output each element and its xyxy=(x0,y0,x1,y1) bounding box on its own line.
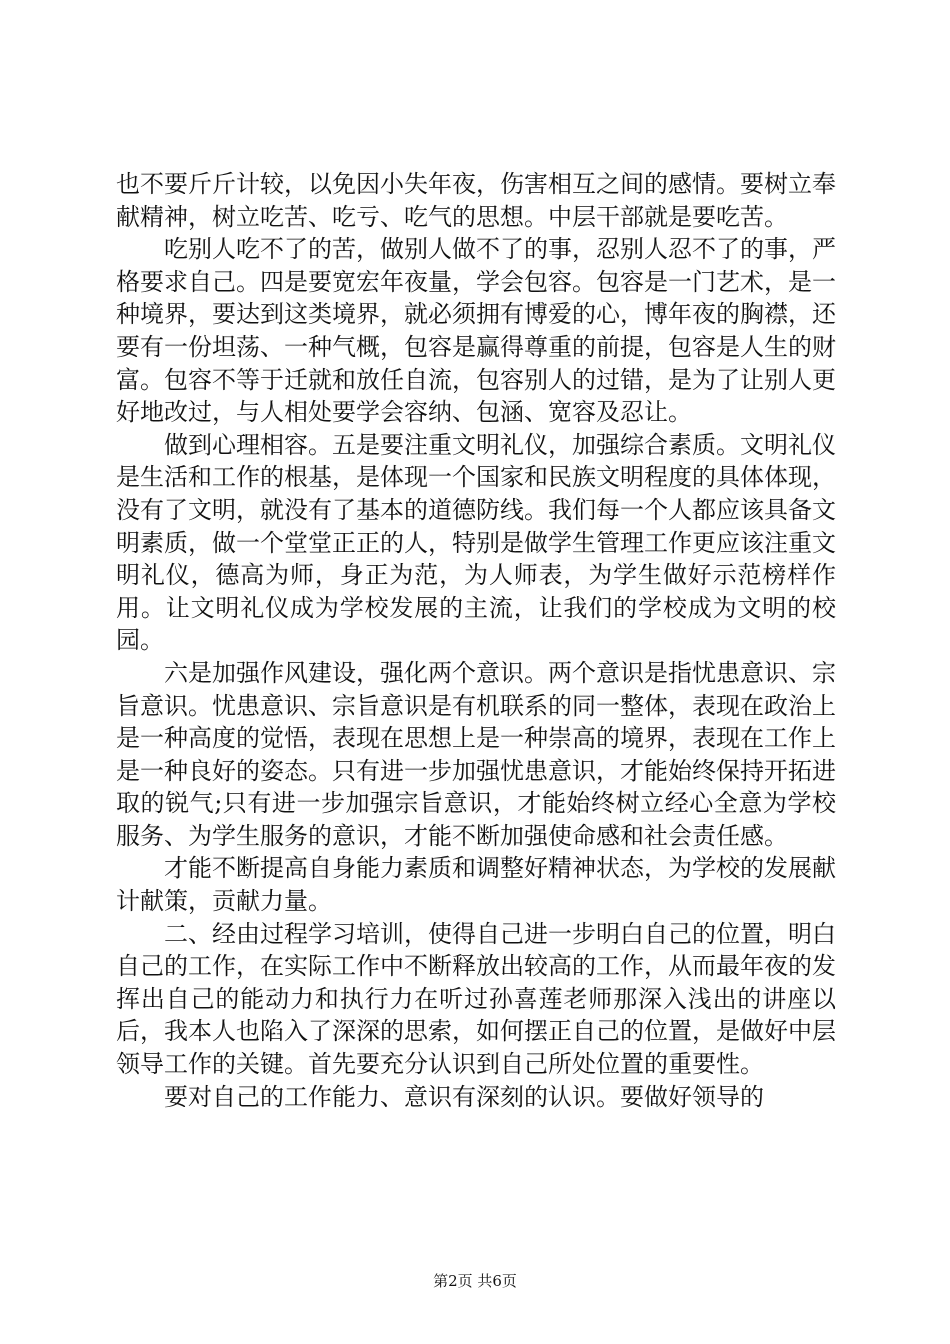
paragraph-6: 二、经由过程学习培训，使得自己进一步明白自己的位置，明白自己的工作，在实际工作中不断释放出较高的工作，从而最年夜的发挥出自己的能动力和执行力在听过孙喜莲老师那深入浅出的讲座以后，我本人也陷入了深深的思索，如何摆正自己的位置，是做好中层领导工作的关键。首先要充分认识到自己所处位置的重要性。 xyxy=(116,919,836,1079)
paragraph-5: 才能不断提高自身能力素质和调整好精神状态，为学校的发展献计献策，贡献力量。 xyxy=(116,854,836,916)
paragraph-2: 吃别人吃不了的苦，做别人做不了的事，忍别人忍不了的事，严格要求自己。四是要宽宏年夜量，学会包容。包容是一门艺术，是一种境界，要达到这类境界，就必须拥有博爱的心，博年夜的胸襟，还要有一份坦荡、一种气概，包容是赢得尊重的前提，包容是人生的财富。包容不等于迁就和放任自流，包容别人的过错，是为了让别人更好地改过，与人相处要学会容纳、包涵、宽容及忍让。 xyxy=(116,235,836,427)
paragraph-7: 要对自己的工作能力、意识有深刻的认识。要做好领导的 xyxy=(164,1082,764,1111)
page-number-label: 第2页 共6页 xyxy=(433,1272,517,1290)
paragraph-3: 做到心理相容。五是要注重文明礼仪，加强综合素质。文明礼仪是生活和工作的根基，是体现一个国家和民族文明程度的具体体现，没有了文明，就没有了基本的道德防线。我们每一个人都应该具备文明素质，做一个堂堂正正的人，特别是做学生管理工作更应该注重文明礼仪，德高为师，身正为范，为人师表，为学生做好示范榜样作用。让文明礼仪成为学校发展的主流，让我们的学校成为文明的校园。 xyxy=(116,430,836,655)
paragraph-1: 也不要斤斤计较，以免因小失年夜，伤害相互之间的感情。要树立奉献精神，树立吃苦、吃亏、吃气的思想。中层干部就是要吃苦。 xyxy=(116,170,836,231)
page-footer xyxy=(0,1271,950,1291)
body-text xyxy=(116,168,836,1113)
paragraph-4: 六是加强作风建设，强化两个意识。两个意识是指忧患意识、宗旨意识。忧患意识、宗旨意识是有机联系的同一整体，表现在政治上是一种高度的觉悟，表现在思想上是一种崇高的境界，表现在工作上是一种良好的姿态。只有进一步加强忧患意识，才能始终保持开拓进取的锐气;只有进一步加强宗旨意识，才能始终树立经心全意为学校服务、为学生服务的意识，才能不断加强使命感和社会责任感。 xyxy=(116,658,836,850)
